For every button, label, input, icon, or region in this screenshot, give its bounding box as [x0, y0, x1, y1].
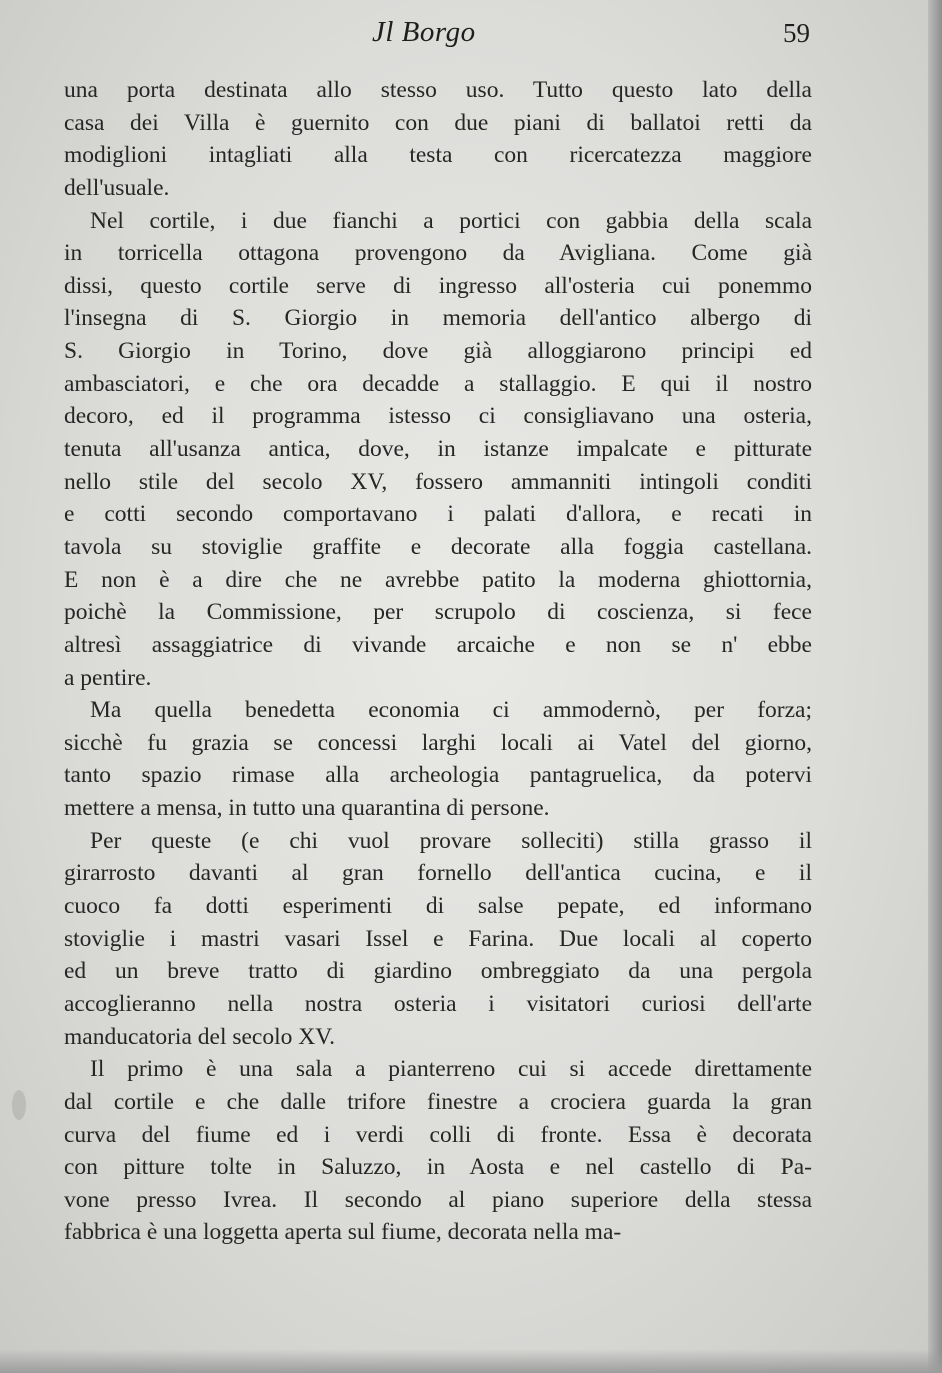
text-line: tavola su stoviglie graffite e decorate alla foggia castellana. — [64, 533, 812, 560]
text-line: Per queste (e chi vuol provare solleciti) stilla grasso il — [90, 827, 812, 854]
text-line: Nel cortile, i due fianchi a portici con gabbia della scala — [90, 207, 812, 234]
text-line: l'insegna di S. Giorgio in memoria dell'antico albergo di — [64, 305, 812, 332]
text-line: una porta destinata allo stesso uso. Tutto questo lato della — [64, 77, 812, 103]
text-line: manducatoria del secolo XV. — [64, 1023, 336, 1050]
page-header — [0, 14, 942, 54]
text-line: sicchè fu grazia se concessi larghi locali ai Vatel del giorno, — [64, 729, 812, 756]
running-title: Jl Borgo — [372, 16, 476, 48]
text-line: fabbrica è una loggetta aperta sul fiume, decorata nella ma- — [64, 1219, 622, 1246]
text-line: E non è a dire che ne avrebbe patito la moderna ghiottornia, — [64, 566, 812, 593]
text-line: modiglioni intagliati alla testa con ricercatezza maggiore — [64, 142, 812, 169]
text-line: S. Giorgio in Torino, dove già alloggiarono principi ed — [64, 338, 812, 365]
text-line: girarrosto davanti al gran fornello dell'antica cucina, e il — [64, 860, 812, 887]
text-line: nello stile del secolo XV, fossero ammanniti intingoli conditi — [64, 468, 812, 495]
text-line: ambasciatori, e che ora decadde a stallaggio. E qui il nostro — [64, 370, 812, 397]
text-line: mettere a mensa, in tutto una quarantina di persone. — [64, 795, 550, 822]
text-line: tanto spazio rimase alla archeologia pantagruelica, da potervi — [64, 762, 812, 789]
text-line: accoglieranno nella nostra osteria i visitatori curiosi dell'arte — [64, 990, 812, 1017]
text-line: a pentire. — [64, 664, 152, 691]
text-line: in torricella ottagona provengono da Avigliana. Come già — [64, 240, 812, 267]
text-line: curva del fiume ed i verdi colli di fronte. Essa è decorata — [64, 1121, 812, 1148]
text-line: cuoco fa dotti esperimenti di salse pepate, ed informano — [64, 893, 812, 920]
page-bottom-shadow — [0, 1349, 942, 1373]
text-line: decoro, ed il programma istesso ci consigliavano una osteria, — [64, 403, 812, 430]
text-line: vone presso Ivrea. Il secondo al piano superiore della stessa — [64, 1186, 812, 1213]
text-line: e cotti secondo comportavano i palati d'allora, e recati in — [64, 501, 812, 528]
text-line: tenuta all'usanza antica, dove, in istanze impalcate e pitturate — [64, 436, 812, 463]
text-line: stoviglie i mastri vasari Issel e Farina. Due locali al coperto — [64, 925, 812, 952]
text-line: dal cortile e che dalle trifore finestre a crociera guarda la gran — [64, 1088, 812, 1115]
text-line: altresì assaggiatrice di vivande arcaiche e non se n' ebbe — [64, 631, 812, 658]
body-text — [64, 74, 812, 1249]
text-line: dell'usuale. — [64, 174, 170, 201]
text-line: Ma quella benedetta economia ci ammodernò, per forza; — [90, 697, 812, 724]
text-line: casa dei Villa è guernito con due piani di ballatoi retti da — [64, 109, 812, 136]
page-number: 59 — [783, 18, 810, 48]
text-line: con pitture tolte in Saluzzo, in Aosta e nel castello di Pa- — [64, 1154, 812, 1181]
text-line: poichè la Commissione, per scrupolo di coscienza, si fece — [64, 599, 812, 626]
text-line: dissi, questo cortile serve di ingresso all'osteria cui ponemmo — [64, 272, 812, 299]
page-edge-shadow — [928, 0, 942, 1373]
text-line: Il primo è una sala a pianterreno cui si accede direttamente — [90, 1056, 812, 1083]
text-line: ed un breve tratto di giardino ombreggiato da una pergola — [64, 958, 812, 985]
paper-stain — [12, 1090, 26, 1120]
